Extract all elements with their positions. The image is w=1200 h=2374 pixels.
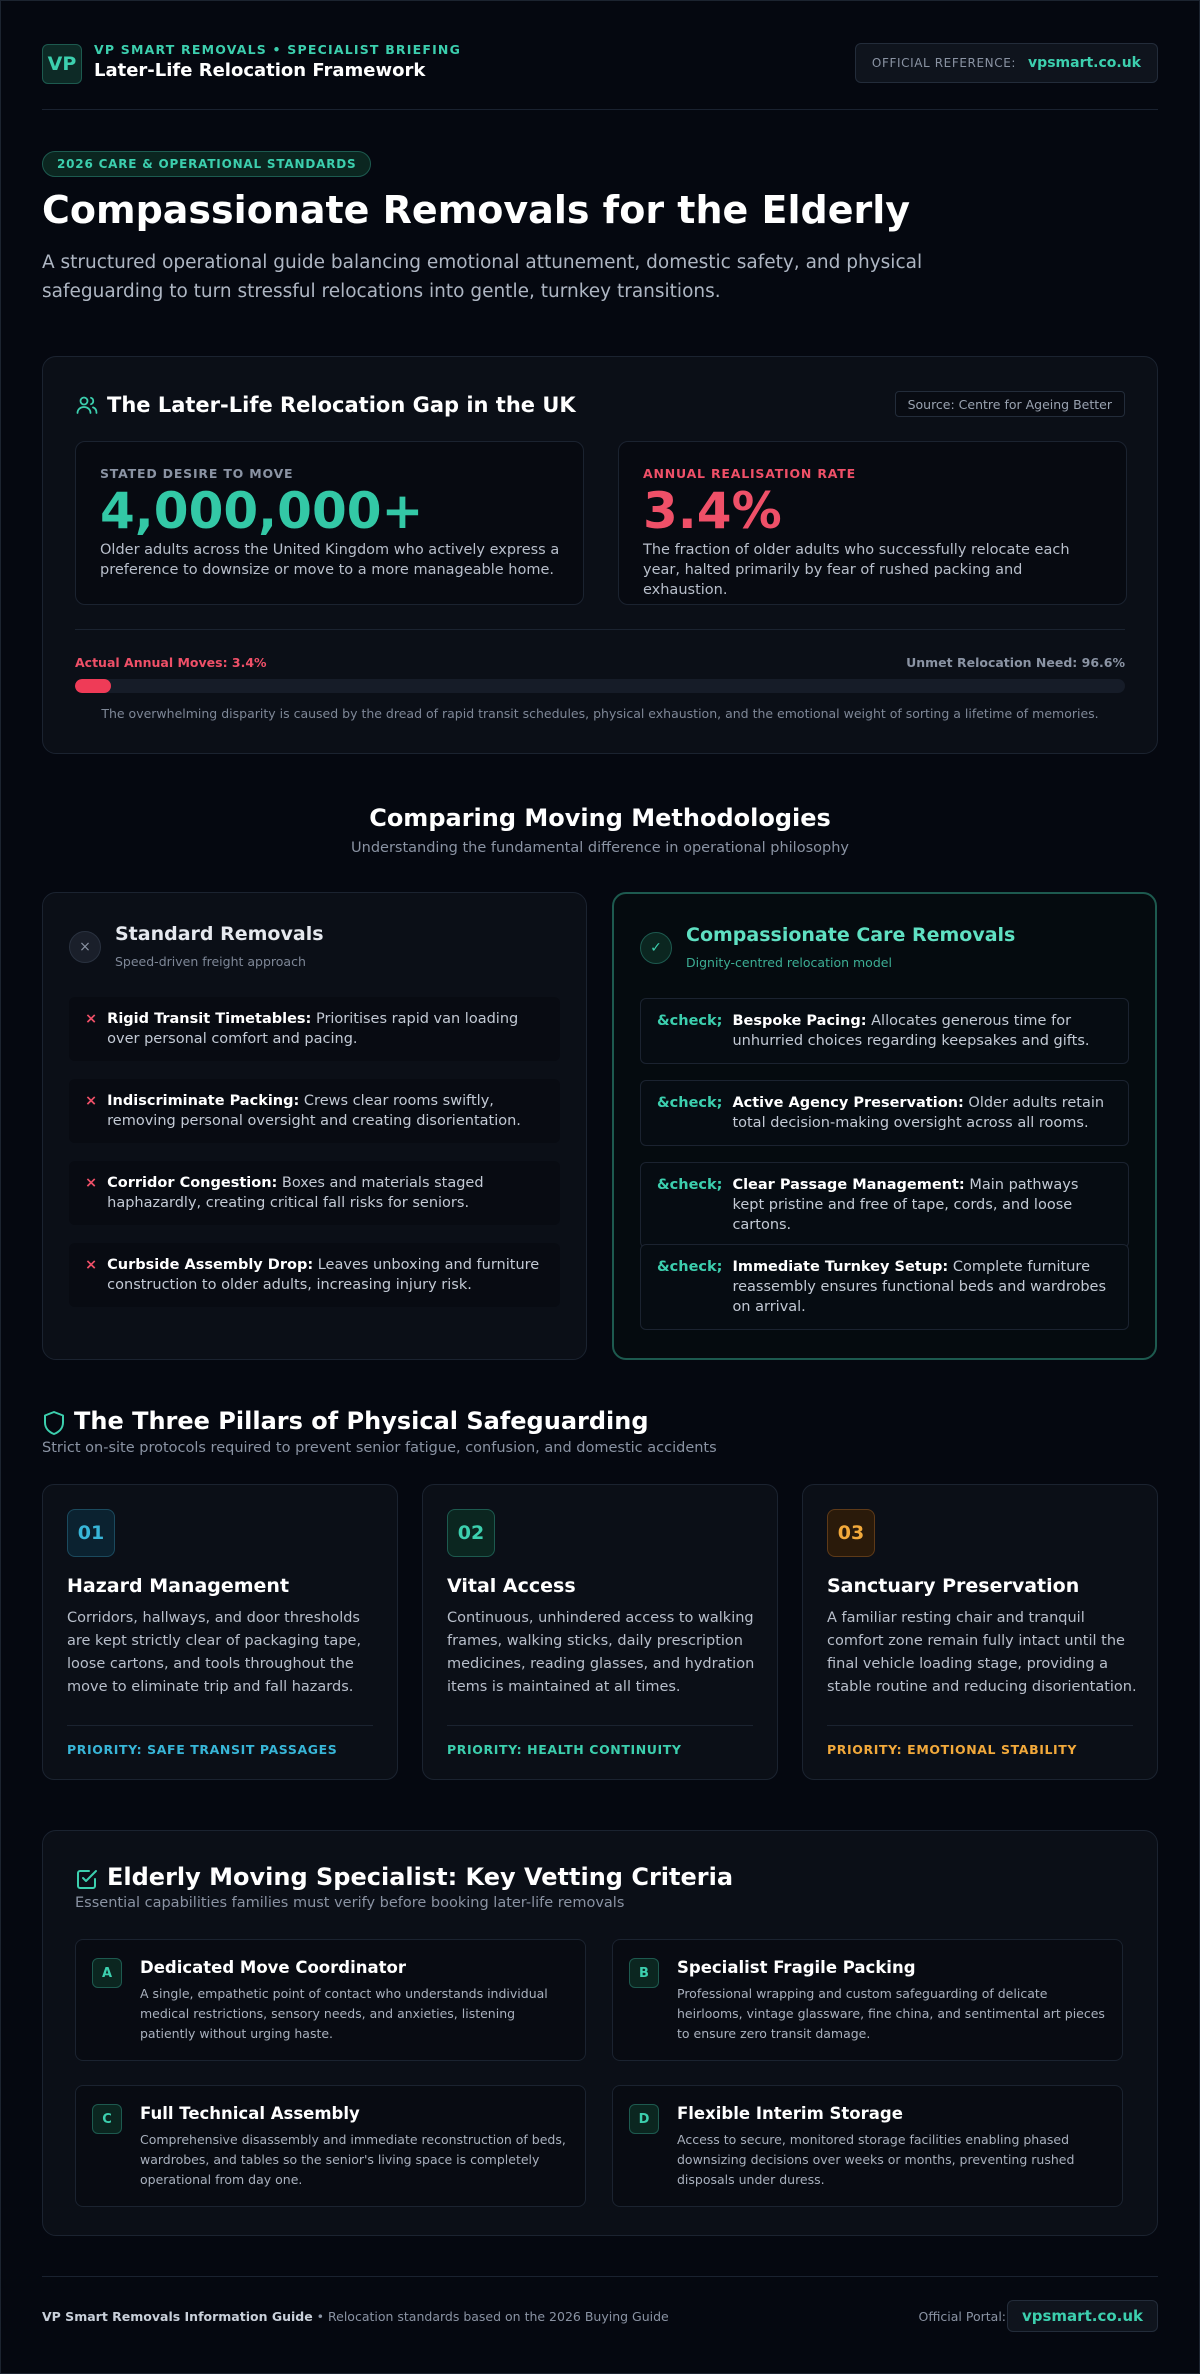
- footer-credit: [42, 2309, 669, 2324]
- care-item-body: Complete furniture reassembly ensures functional beds and wardrobes on arrival.: [732, 1259, 1107, 1315]
- vetting-criterion: [75, 2085, 586, 2207]
- actual-moves-label: Actual Annual Moves: 3.4%: [75, 655, 267, 670]
- criterion-description: Comprehensive disassembly and immediate reconstruction of beds, wardrobes, and tables so the senior's living space is completely operational from day one.: [140, 2132, 566, 2187]
- vetting-criteria-card: [42, 1830, 1158, 2236]
- pillar-card: [422, 1484, 778, 1780]
- pillar-divider: [447, 1725, 753, 1726]
- portal-label: Official Portal:: [918, 2309, 1006, 2324]
- care-title: Compassionate Care Removals: [686, 924, 1016, 946]
- pillar-title: Hazard Management: [67, 1575, 290, 1597]
- relocation-gap-card: [42, 356, 1158, 754]
- pillars-title: The Three Pillars of Physical Safeguarding: [74, 1407, 649, 1435]
- stat-label: ANNUAL REALISATION RATE: [643, 466, 856, 481]
- stat-label: STATED DESIRE TO MOVE: [100, 466, 294, 481]
- pillar-description: Corridors, hallways, and door thresholds are kept strictly clear of packaging tape, loose cartons, and tools throughout the move to eliminate trip and fall hazards.: [67, 1610, 362, 1695]
- standard-removals-card: [42, 892, 587, 1360]
- divider: [75, 629, 1125, 630]
- standard-item-body: Boxes and materials staged haphazardly, creating critical fall risks for seniors.: [107, 1175, 484, 1211]
- standard-item-text: [107, 1173, 544, 1213]
- pillar-priority: PRIORITY: HEALTH CONTINUITY: [447, 1742, 682, 1757]
- standard-item: [69, 1161, 560, 1225]
- vetting-criterion: [612, 1939, 1123, 2061]
- comparison-subtitle: Understanding the fundamental difference in operational philosophy: [351, 840, 849, 856]
- vetting-criterion: [75, 1939, 586, 2061]
- pillars-subtitle: Strict on-site protocols required to prevent senior fatigue, confusion, and domestic accidents: [42, 1440, 717, 1456]
- footer-note: • Relocation standards based on the 2026 Buying Guide: [312, 2309, 669, 2324]
- care-item: [640, 1080, 1129, 1146]
- care-item-heading: Bespoke Pacing:: [732, 1013, 867, 1029]
- criterion-title: Flexible Interim Storage: [677, 2104, 903, 2123]
- criterion-title: Dedicated Move Coordinator: [140, 1958, 406, 1977]
- compassionate-removals-card: [612, 892, 1157, 1360]
- pillar-card: [802, 1484, 1158, 1780]
- standard-item-body: Prioritises rapid van loading over personal comfort and pacing.: [107, 1011, 519, 1047]
- check-mark-text: &check;: [657, 1095, 723, 1111]
- source-tag: Source: Centre for Ageing Better: [895, 391, 1125, 417]
- stat-description: The fraction of older adults who successfully relocate each year, halted primarily by fear of rushed packing and exhaustion.: [643, 542, 1070, 598]
- standard-item-text: [107, 1091, 544, 1131]
- comparison-title: Comparing Moving Methodologies: [369, 804, 831, 832]
- criterion-description: A single, empathetic point of contact who understands individual medical restrictions, sensory needs, and anxieties, listening patiently without urging haste.: [140, 1986, 548, 2041]
- standard-item-heading: Indiscriminate Packing:: [107, 1093, 300, 1109]
- pillar-number: 02: [447, 1509, 495, 1557]
- standard-item: [69, 1243, 560, 1307]
- standard-item: [69, 1079, 560, 1143]
- footer-guide-name: VP Smart Removals Information Guide: [42, 2309, 313, 2324]
- care-item-heading: Immediate Turnkey Setup:: [732, 1259, 949, 1275]
- criterion-letter: B: [629, 1958, 659, 1988]
- care-item-body: Allocates generous time for unhurried choices regarding keepsakes and gifts.: [732, 1013, 1090, 1049]
- standard-subtitle: Speed-driven freight approach: [115, 954, 306, 969]
- care-item-text: [732, 1257, 1112, 1317]
- care-item-heading: Active Agency Preservation:: [732, 1095, 964, 1111]
- users-icon: [75, 393, 99, 417]
- brand-title: Later-Life Relocation Framework: [94, 60, 426, 81]
- care-item: [640, 1244, 1129, 1330]
- standard-item-heading: Curbside Assembly Drop:: [107, 1257, 314, 1273]
- pillar-divider: [827, 1725, 1133, 1726]
- standard-item-body: Crews clear rooms swiftly, removing personal oversight and creating disorientation.: [107, 1093, 521, 1129]
- stat-value: 4,000,000+: [100, 482, 424, 540]
- criterion-description: Access to secure, monitored storage facilities enabling phased downsizing decisions over weeks or months, preventing rushed disposals under duress.: [677, 2132, 1075, 2187]
- criterion-letter: A: [92, 1958, 122, 1988]
- cross-icon: ×: [85, 1011, 98, 1027]
- pillar-description: Continuous, unhindered access to walking frames, walking sticks, daily prescription medicines, reading glasses, and hydration items is maintained at all times.: [447, 1610, 755, 1695]
- standard-title: Standard Removals: [115, 923, 324, 945]
- unmet-need-label: Unmet Relocation Need: 96.6%: [906, 655, 1125, 670]
- standard-item-text: [107, 1255, 544, 1295]
- standard-item-heading: Rigid Transit Timetables:: [107, 1011, 312, 1027]
- care-item-text: [732, 1011, 1112, 1051]
- care-item-text: [732, 1175, 1112, 1235]
- care-subtitle: Dignity-centred relocation model: [686, 955, 892, 970]
- care-item-body: Main pathways kept pristine and free of tape, cords, and loose cartons.: [732, 1177, 1079, 1233]
- criterion-title: Full Technical Assembly: [140, 2104, 360, 2123]
- gap-title: The Later-Life Relocation Gap in the UK: [107, 393, 576, 417]
- pillar-divider: [67, 1725, 373, 1726]
- check-icon: ✓: [640, 932, 672, 964]
- portal-link[interactable]: vpsmart.co.uk: [1007, 2300, 1158, 2332]
- pillar-description: A familiar resting chair and tranquil comfort zone remain fully intact until the final vehicle loading stage, providing a stable routine and reducing disorientation.: [827, 1610, 1137, 1695]
- pillar-card: [42, 1484, 398, 1780]
- standards-pill: 2026 CARE & OPERATIONAL STANDARDS: [42, 151, 371, 177]
- close-icon: ×: [69, 931, 101, 963]
- care-item-body: Older adults retain total decision-making oversight across all rooms.: [732, 1095, 1105, 1131]
- criterion-letter: C: [92, 2104, 122, 2134]
- progress-fill: [75, 679, 111, 693]
- official-reference[interactable]: [855, 43, 1158, 83]
- cross-icon: ×: [85, 1257, 98, 1273]
- pillar-number: 03: [827, 1509, 875, 1557]
- brand-logo[interactable]: VP: [42, 44, 82, 84]
- stat-realisation-card: [618, 441, 1127, 605]
- pillar-title: Vital Access: [447, 1575, 576, 1597]
- gap-caption: The overwhelming disparity is caused by the dread of rapid transit schedules, physical exhaustion, and the emotional weight of sorting a lifetime of memories.: [101, 706, 1099, 721]
- check-mark-text: &check;: [657, 1013, 723, 1029]
- page-subtitle: A structured operational guide balancing emotional attunement, domestic safety, and physical safeguarding to turn stressful relocations into gentle, turnkey transitions.: [42, 252, 923, 302]
- care-item-text: [732, 1093, 1112, 1133]
- standard-item: [69, 997, 560, 1061]
- brand-kicker: VP SMART REMOVALS • SPECIALIST BRIEFING: [94, 42, 462, 57]
- pillar-number: 01: [67, 1509, 115, 1557]
- check-mark-text: &check;: [657, 1177, 723, 1193]
- vetting-title: Elderly Moving Specialist: Key Vetting Criteria: [107, 1863, 734, 1891]
- criterion-description: Professional wrapping and custom safeguarding of delicate heirlooms, vintage glassware, fine china, and sentimental art pieces to ensure zero transit damage.: [677, 1986, 1105, 2041]
- care-item-heading: Clear Passage Management:: [732, 1177, 965, 1193]
- stat-description: Older adults across the United Kingdom who actively express a preference to downsize or move to a more manageable home.: [100, 542, 560, 578]
- stat-value: 3.4%: [643, 482, 782, 540]
- relocation-progress-bar: [75, 679, 1125, 693]
- footer-divider: [42, 2276, 1158, 2277]
- standard-item-body: Leaves unboxing and furniture construction to older adults, increasing injury risk.: [107, 1257, 540, 1293]
- pillar-priority: PRIORITY: SAFE TRANSIT PASSAGES: [67, 1742, 338, 1757]
- reference-label: OFFICIAL REFERENCE:: [871, 56, 1017, 70]
- site-header: [42, 42, 1158, 110]
- standard-item-heading: Corridor Congestion:: [107, 1175, 278, 1191]
- standard-item-text: [107, 1009, 544, 1049]
- care-item: [640, 998, 1129, 1064]
- pillar-title: Sanctuary Preservation: [827, 1575, 1080, 1597]
- cross-icon: ×: [85, 1175, 98, 1191]
- vetting-criterion: [612, 2085, 1123, 2207]
- reference-link[interactable]: vpsmart.co.uk: [1028, 55, 1141, 71]
- checklist-icon: [75, 1867, 99, 1891]
- stat-desire-card: [75, 441, 584, 605]
- criterion-title: Specialist Fragile Packing: [677, 1958, 916, 1977]
- shield-icon: [42, 1410, 66, 1436]
- care-item: [640, 1162, 1129, 1248]
- page-title: Compassionate Removals for the Elderly: [42, 188, 911, 232]
- criterion-letter: D: [629, 2104, 659, 2134]
- vetting-subtitle: Essential capabilities families must verify before booking later-life removals: [75, 1895, 625, 1911]
- pillar-priority: PRIORITY: EMOTIONAL STABILITY: [827, 1742, 1078, 1757]
- check-mark-text: &check;: [657, 1259, 723, 1275]
- cross-icon: ×: [85, 1093, 98, 1109]
